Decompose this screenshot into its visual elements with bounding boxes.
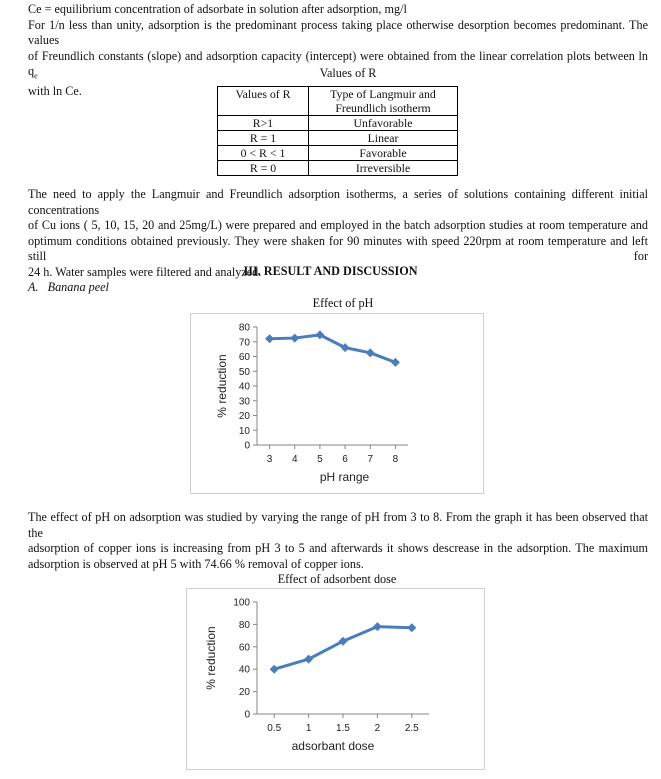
table-row [218,116,458,131]
x-tick-label: 8 [392,454,399,465]
y-tick-label: 30 [238,396,250,408]
section-heading: III. RESULT AND DISCUSSION [243,264,418,278]
data-point-marker [265,334,274,343]
series-line [270,335,396,363]
x-axis-label: pH range [319,470,370,484]
table-cell: Irreversible [309,161,458,176]
y-tick-label: 0 [244,709,250,721]
table-header-cell: Values of R [218,87,309,116]
x-tick-label: 6 [342,454,348,465]
chart-frame [186,588,485,770]
y-tick-label: 40 [238,381,250,393]
table-cell: R>1 [218,116,309,131]
text-line: adsorption is observed at pH 5 with 74.66 % removal of copper ions. [28,556,364,571]
r-values-table [217,86,458,176]
y-tick-label: 60 [238,642,250,654]
y-tick-label: 10 [238,425,250,437]
table-row [218,146,458,161]
y-tick-label: 20 [238,411,250,422]
data-point-marker [391,358,400,367]
x-tick-label: 1 [305,723,312,734]
series-line [274,627,412,670]
data-point-marker [366,348,375,357]
chart-title: Effect of adsorbent dose [277,572,397,586]
x-tick-label: 7 [367,454,374,465]
text-line: optimum conditions obtained previously. They were shaken for 90 minutes with speed 220rpm at room temperature and left still for [28,233,648,264]
table-row [218,161,458,176]
text-line: The effect of pH on adsorption was studied by varying the range of pH from 3 to 8. From the graph it has been observed that the [28,510,648,540]
subsection-title: Banana peel [47,280,109,294]
text-line: adsorption of copper ions is increasing from pH 3 to 5 and afterwards it shows descrease in the adsorption. The maximum [28,541,648,556]
table-header-row [218,87,458,116]
x-tick-label: 4 [291,454,298,465]
table-cell: Unfavorable [309,116,458,131]
y-axis-label: % reduction [215,354,229,418]
x-tick-label: 0.5 [267,723,282,734]
text-line: of Cu ions ( 5, 10, 15, 20 and 25mg/L) were prepared and employed in the batch adsorption studies at room temperature and [28,218,648,233]
data-point-marker [373,622,382,631]
x-tick-label: 2.5 [404,723,419,734]
x-tick-label: 3 [266,454,273,465]
y-tick-label: 40 [238,664,250,676]
chart-frame [190,313,484,494]
ph-discussion-paragraph [28,510,648,572]
text-line: with ln Ce. [28,84,82,99]
y-tick-label: 60 [238,352,250,363]
y-tick-label: 70 [238,337,250,349]
y-tick-label: 80 [238,322,250,334]
table-cell: 0 < R < 1 [218,146,309,161]
y-tick-label: 100 [233,597,250,609]
text-line: 24 h. Water samples were filtered and analyzed. [28,264,262,279]
table-row [218,131,458,146]
data-point-marker [407,623,416,632]
y-tick-label: 50 [238,366,250,378]
chart-title: Effect of pH [312,296,374,310]
data-point-marker [290,334,299,343]
text-line: For 1/n less than unity, adsorption is the predominant process taking place otherwise desorption becomes predominant. The values [28,17,648,48]
subsection-letter: A. [28,280,39,294]
adsorbent-dose-chart [187,589,484,769]
y-axis-label: % reduction [204,626,218,690]
subsection-heading [28,280,109,295]
y-tick-label: 80 [238,619,250,631]
text-line: of Freundlich constants (slope) and adsorption capacity (intercept) were obtained from the linear correlation plots between $\ln q_e$ [28,48,648,81]
text-line: Ce = equilibrium concentration of adsorbate in solution after adsorption, mg/l [28,2,407,16]
x-axis-label: adsorbant dose [291,739,375,753]
x-tick-label: 2 [374,723,381,734]
table-cell: Favorable [309,146,458,161]
table-caption: Values of R [319,66,377,80]
table-cell: R = 1 [218,131,309,146]
table-cell: Linear [309,131,458,146]
x-tick-label: 5 [317,454,323,465]
table-header-cell: Type of Langmuir and Freundlich isotherm [309,87,458,116]
ph-effect-chart [191,314,483,493]
text-line: The need to apply the Langmuir and Freundlich adsorption isotherms, a series of solutions containing different initial concentrations [28,187,648,217]
x-tick-label: 1.5 [336,723,350,734]
data-point-marker [270,665,279,674]
table-cell: R = 0 [218,161,309,176]
y-tick-label: 20 [238,687,250,699]
y-tick-label: 0 [244,440,250,452]
